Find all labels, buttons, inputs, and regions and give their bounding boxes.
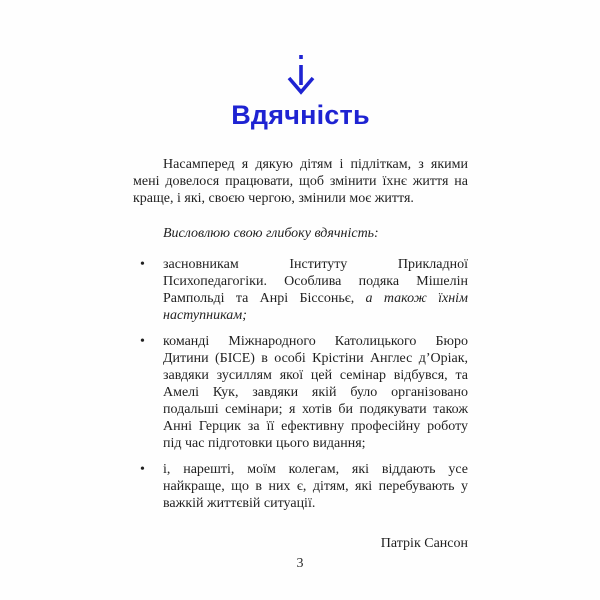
list-item — [133, 333, 468, 452]
list-item-text: команді Міжнародного Католицького Бюро Дитини (БІСЕ) в особі Крістіни Англес д’Оріак, завдяки зусиллям якої цей семінар відбувся, та Амелі Кук, завдяки якій було організовано подальші семінари; я хотів би подякувати також Анні Герцик за її ефективну професійну роботу під час підготовки цього видання; — [163, 334, 468, 451]
signature: Патрік Сансон — [380, 536, 468, 551]
list-item-text: засновникам Інституту Прикладної Психопедагогіки. Особлива подяка Мішелін Рампольді та Анрі Біссоньє, — [163, 257, 468, 306]
bullet-marker: • — [140, 462, 145, 477]
page-number: 3 — [296, 556, 304, 571]
lead-in-line: Висловлюю свою глибоку вдячність: — [163, 226, 379, 241]
list-item — [133, 256, 468, 324]
acknowledgement-list — [133, 256, 468, 512]
list-item — [133, 461, 468, 512]
list-item-italic-text: а також їхнім наступникам; — [163, 291, 468, 323]
intro-paragraph: Насамперед я дякую дітям і підліткам, з якими мені довелося працювати, щоб змінити їхнє життя на краще, і які, своєю чергою, змінили моє життя. — [133, 157, 468, 206]
bullet-marker: • — [140, 334, 145, 349]
page-title: Вдячність — [231, 100, 370, 130]
list-item-text: і, нарешті, моїм колегам, які віддають усе найкраще, що в них є, дітям, які перебувають у важкій життєвій ситуації. — [163, 462, 468, 511]
down-arrow-icon — [133, 52, 468, 98]
bullet-marker: • — [140, 257, 145, 272]
